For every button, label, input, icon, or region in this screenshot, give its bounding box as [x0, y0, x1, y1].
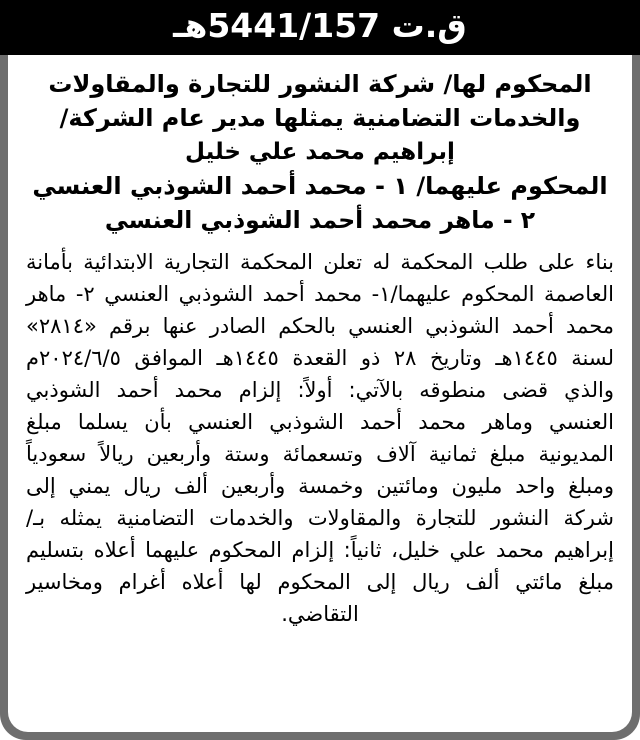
headline-plaintiff-line-1: المحكوم لها/ شركة النشور للتجارة والمقاولات [48, 70, 592, 98]
masthead-bar [0, 0, 640, 55]
headline-defendant-1: المحكوم عليهما/ ١ - محمد أحمد الشوذبي العنسي [32, 172, 608, 200]
notice-body-text: بناء على طلب المحكمة له تعلن المحكمة التجارية الابتدائية بأمانة العاصمة المحكوم عليهما/١- محمد أحمد الشوذبي العنسي ٢- ماهر محمد أحمد الشوذبي العنسي بالحكم الصادر عنها برقم «٢٨١٤» لسنة ١٤٤٥هـ وتاريخ ٢٨ ذو القعدة ١٤٤٥هـ الموافق ٢٠٢٤/٦/٥م والذي قضى منطوقه بالآتي: أولاً: إلزام محمد أحمد الشوذبي العنسي وماهر محمد أحمد الشوذبي العنسي بأن يسلما مبلغ المديونية مبلغ ثمانية آلاف وتسعمائة وستة وأربعين ريالاً سعودياً ومبلغ واحد مليون ومائتين وخمسة وأربعين ألف ريال يمني إلى شركة النشور للتجارة والمقاولات والخدمات التضامنية يمثله بـ/ إبراهيم محمد علي خليل، ثانياً: إلزام المحكوم عليهما أعلاه بتسليم مبلغ مائتي ألف ريال إلى المحكوم لها أعلاه أغرام ومخاسير التقاضي. [26, 250, 615, 626]
headline-defendant-2: ٢ - ماهر محمد أحمد الشوذبي العنسي [104, 206, 536, 234]
notice-content [10, 55, 630, 740]
headline-block [20, 67, 620, 237]
headline-plaintiff-representative: إبراهيم محمد علي خليل [185, 139, 455, 165]
headline-plaintiff-line-2: والخدمات التضامنية يمثلها مدير عام الشركة/ [59, 104, 581, 132]
case-reference-title: ق.ت 751/1445هـ [173, 6, 467, 45]
notice-body-paragraph [20, 246, 620, 630]
